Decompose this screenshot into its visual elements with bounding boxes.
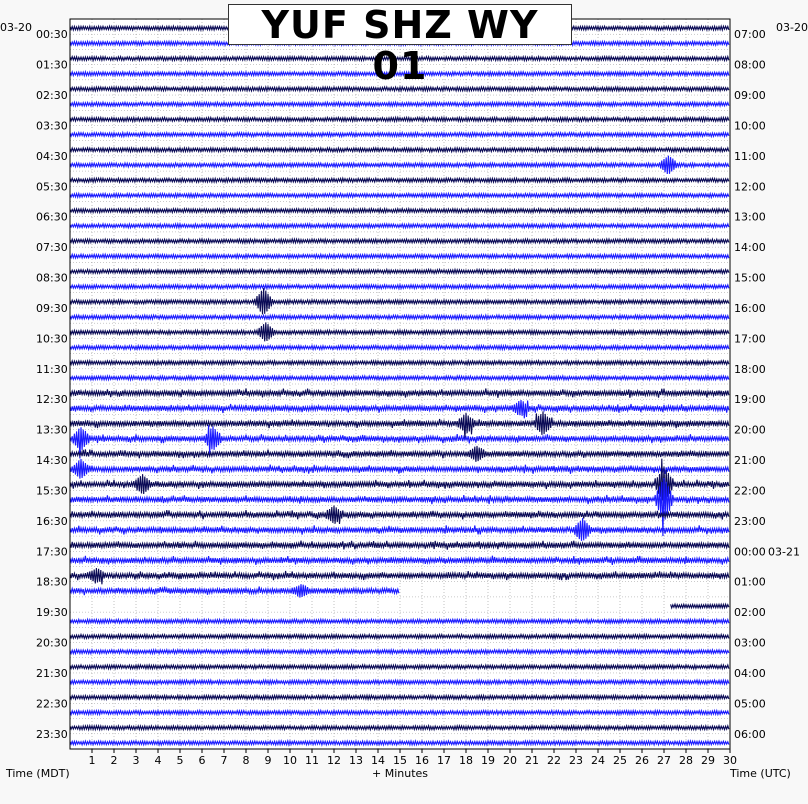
left-tick-label-11: 11:30: [36, 362, 68, 376]
x-tick-label-25: 25: [613, 754, 627, 767]
left-tick-label-5: 05:30: [36, 180, 68, 194]
right-tick-label-19: 02:00: [734, 606, 766, 620]
x-tick-label-2: 2: [110, 754, 118, 767]
x-tick-label-23: 23: [569, 754, 583, 767]
left-tick-label-4: 04:30: [36, 149, 68, 163]
x-tick-label-24: 24: [591, 754, 605, 767]
left-tick-label-0: 00:30: [36, 28, 68, 42]
x-tick-label-12: 12: [327, 754, 341, 767]
x-tick-label-1: 1: [88, 754, 96, 767]
left-tick-label-13: 13:30: [36, 423, 68, 437]
right-axis-label: Time (UTC): [730, 767, 791, 780]
x-tick-label-16: 16: [415, 754, 429, 767]
right-tick-label-17: 00:00: [734, 545, 766, 559]
right-date-label: 03-20: [776, 21, 808, 34]
left-tick-label-10: 10:30: [36, 332, 68, 346]
x-tick-label-19: 19: [481, 754, 495, 767]
left-tick-label-12: 12:30: [36, 393, 68, 407]
right-tick-label-0: 07:00: [734, 28, 766, 42]
x-tick-label-4: 4: [154, 754, 162, 767]
right-tick-label-2: 09:00: [734, 89, 766, 103]
left-tick-label-2: 02:30: [36, 89, 68, 103]
left-tick-label-15: 15:30: [36, 484, 68, 498]
x-tick-label-5: 5: [176, 754, 184, 767]
left-tick-label-1: 01:30: [36, 58, 68, 72]
x-tick-label-28: 28: [679, 754, 693, 767]
left-tick-label-6: 06:30: [36, 210, 68, 224]
x-tick-label-26: 26: [635, 754, 649, 767]
x-tick-label-20: 20: [503, 754, 517, 767]
right-tick-label-6: 13:00: [734, 210, 766, 224]
right-tick-label-15: 22:00: [734, 484, 766, 498]
right-tick-label-4: 11:00: [734, 149, 766, 163]
left-tick-label-17: 17:30: [36, 545, 68, 559]
left-axis-label: Time (MDT): [6, 767, 70, 780]
right-tick-label-5: 12:00: [734, 180, 766, 194]
left-tick-label-20: 20:30: [36, 636, 68, 650]
right-tick-label-14: 21:00: [734, 454, 766, 468]
right-tick-label-8: 15:00: [734, 271, 766, 285]
right-tick-label-12: 19:00: [734, 393, 766, 407]
x-tick-label-8: 8: [242, 754, 250, 767]
left-tick-label-18: 18:30: [36, 575, 68, 589]
left-tick-label-21: 21:30: [36, 666, 68, 680]
left-tick-label-22: 22:30: [36, 697, 68, 711]
x-tick-label-27: 27: [657, 754, 671, 767]
left-tick-label-19: 19:30: [36, 606, 68, 620]
right-tick-label-9: 16:00: [734, 301, 766, 315]
left-date-label: 03-20: [0, 21, 32, 34]
x-tick-label-10: 10: [283, 754, 297, 767]
right-tick-label-1: 08:00: [734, 58, 766, 72]
right-date-rollover-label: 03-21: [768, 545, 800, 559]
x-tick-label-18: 18: [459, 754, 473, 767]
x-tick-label-22: 22: [547, 754, 561, 767]
x-tick-label-30: 30: [723, 754, 737, 767]
x-tick-label-6: 6: [198, 754, 206, 767]
left-tick-label-8: 08:30: [36, 271, 68, 285]
left-tick-label-23: 23:30: [36, 727, 68, 741]
right-tick-label-16: 23:00: [734, 514, 766, 528]
station-title: YUF SHZ WY 01: [228, 4, 572, 45]
left-tick-label-16: 16:30: [36, 514, 68, 528]
right-tick-label-3: 10:00: [734, 119, 766, 133]
right-tick-label-23: 06:00: [734, 727, 766, 741]
x-tick-label-15: 15: [393, 754, 407, 767]
left-tick-label-3: 03:30: [36, 119, 68, 133]
x-tick-label-3: 3: [132, 754, 140, 767]
x-tick-label-14: 14: [371, 754, 385, 767]
left-tick-label-7: 07:30: [36, 241, 68, 255]
right-tick-label-13: 20:00: [734, 423, 766, 437]
x-tick-label-21: 21: [525, 754, 539, 767]
x-tick-label-29: 29: [701, 754, 715, 767]
right-tick-label-22: 05:00: [734, 697, 766, 711]
right-tick-label-20: 03:00: [734, 636, 766, 650]
right-tick-label-10: 17:00: [734, 332, 766, 346]
right-tick-label-18: 01:00: [734, 575, 766, 589]
right-tick-label-11: 18:00: [734, 362, 766, 376]
x-tick-label-9: 9: [264, 754, 272, 767]
x-tick-label-17: 17: [437, 754, 451, 767]
right-tick-label-7: 14:00: [734, 241, 766, 255]
x-tick-label-11: 11: [305, 754, 319, 767]
x-tick-label-13: 13: [349, 754, 363, 767]
right-tick-label-21: 04:00: [734, 666, 766, 680]
left-tick-label-14: 14:30: [36, 454, 68, 468]
x-axis-label: + Minutes: [372, 767, 429, 780]
left-tick-label-9: 09:30: [36, 301, 68, 315]
x-tick-label-7: 7: [220, 754, 228, 767]
